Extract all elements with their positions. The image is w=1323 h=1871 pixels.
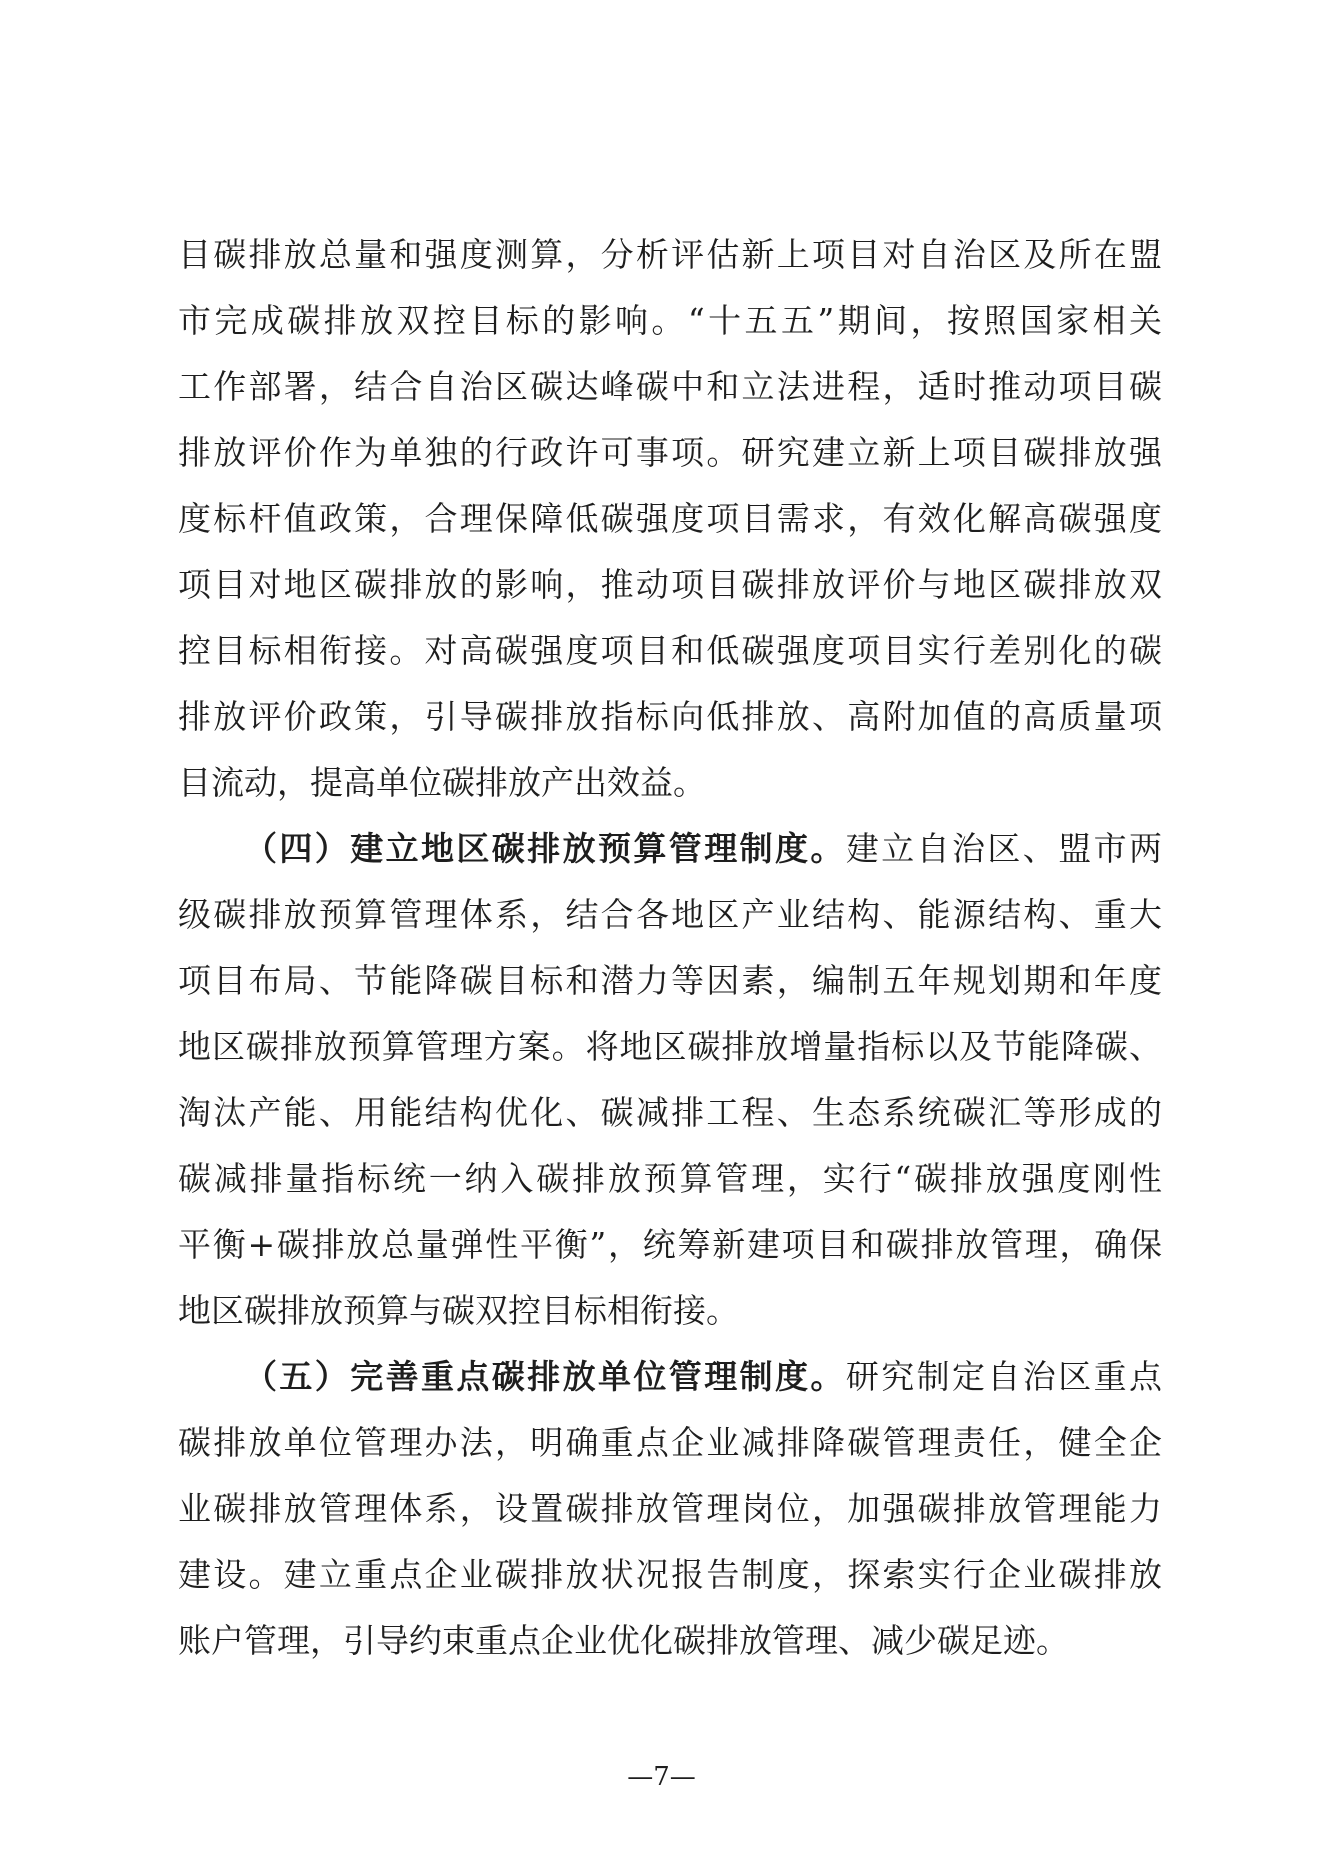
text-line: 项目对地区碳排放的影响，推动项目碳排放评价与地区碳排放双 — [178, 565, 1162, 604]
text-line: 目流动，提高单位碳排放产出效益。 — [178, 763, 706, 802]
text-line: 市完成碳排放双控目标的影响。“十五五”期间，按照国家相关 — [178, 301, 1162, 340]
text-line: 淘汰产能、用能结构优化、碳减排工程、生态系统碳汇等形成的 — [178, 1093, 1162, 1132]
text-line: 建设。建立重点企业碳排放状况报告制度，探索实行企业碳排放 — [178, 1555, 1162, 1594]
heading-line-text: 建立自治区、盟市两 — [845, 829, 1163, 868]
text-line: 控目标相衔接。对高碳强度项目和低碳强度项目实行差别化的碳 — [178, 631, 1162, 670]
section-heading: （四）建立地区碳排放预算管理制度。 — [244, 829, 846, 868]
text-line: 碳排放单位管理办法，明确重点企业减排降碳管理责任，健全企 — [178, 1423, 1162, 1462]
text-line: 平衡+碳排放总量弹性平衡”，统筹新建项目和碳排放管理，确保 — [178, 1225, 1162, 1264]
paragraph-section-4 — [178, 816, 1162, 1344]
text-line: 项目布局、节能降碳目标和潜力等因素，编制五年规划期和年度 — [178, 961, 1162, 1000]
page-number: —7— — [627, 1762, 696, 1792]
text-line: 度标杆值政策，合理保障低碳强度项目需求，有效化解高碳强度 — [178, 499, 1162, 538]
text-line: 账户管理，引导约束重点企业优化碳排放管理、减少碳足迹。 — [178, 1621, 1069, 1660]
text-line: 级碳排放预算管理体系，结合各地区产业结构、能源结构、重大 — [178, 895, 1162, 934]
text-line: 目碳排放总量和强度测算，分析评估新上项目对自治区及所在盟 — [178, 235, 1162, 274]
text-line: 排放评价作为单独的行政许可事项。研究建立新上项目碳排放强 — [178, 433, 1162, 472]
text-line: 排放评价政策，引导碳排放指标向低排放、高附加值的高质量项 — [178, 697, 1162, 736]
section-heading-line — [178, 816, 1162, 882]
section-heading-line — [178, 1344, 1162, 1410]
paragraph-continued — [178, 222, 1162, 816]
text-line: 业碳排放管理体系，设置碳排放管理岗位，加强碳排放管理能力 — [178, 1489, 1162, 1528]
paragraph-section-5 — [178, 1344, 1162, 1674]
text-line: 碳减排量指标统一纳入碳排放预算管理，实行“碳排放强度刚性 — [178, 1159, 1162, 1198]
text-line: 地区碳排放预算与碳双控目标相衔接。 — [178, 1291, 739, 1330]
text-line: 地区碳排放预算管理方案。将地区碳排放增量指标以及节能降碳、 — [178, 1027, 1162, 1066]
document-body — [178, 222, 1162, 1674]
heading-line-text: 研究制定自治区重点 — [845, 1357, 1163, 1396]
section-heading: （五）完善重点碳排放单位管理制度。 — [244, 1357, 846, 1396]
text-line: 工作部署，结合自治区碳达峰碳中和立法进程，适时推动项目碳 — [178, 367, 1162, 406]
